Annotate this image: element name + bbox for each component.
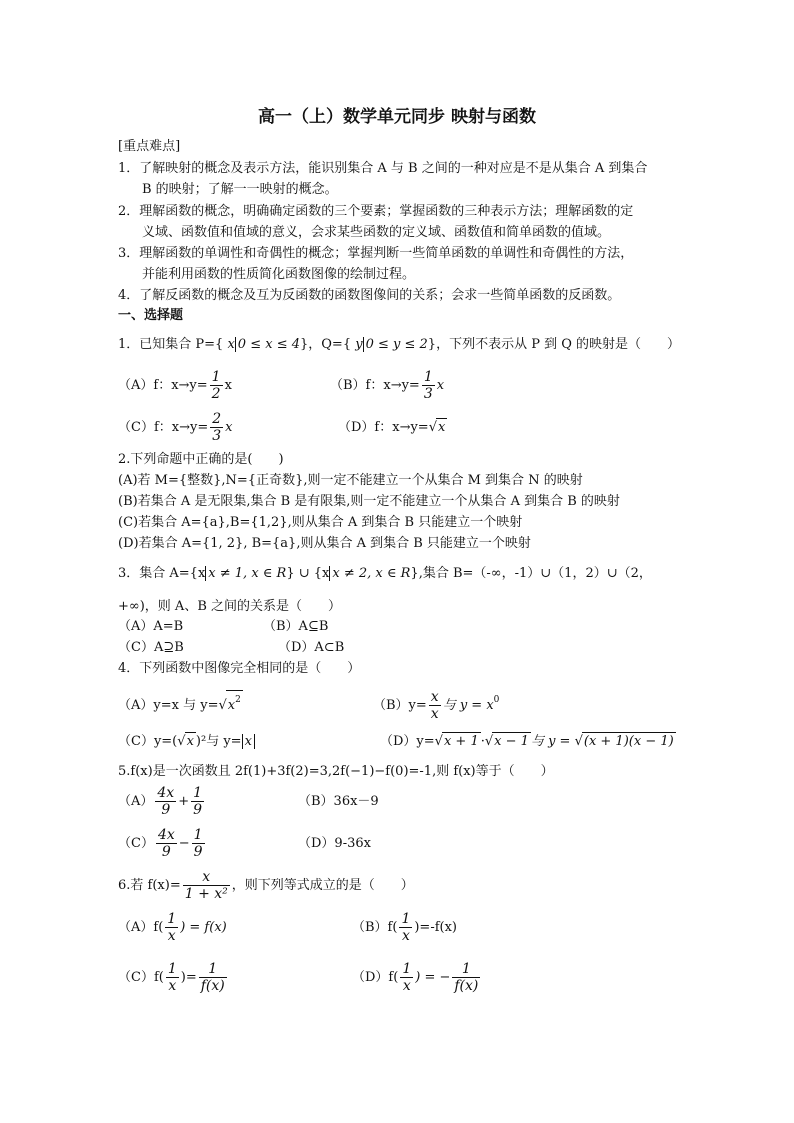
key-point-1-line2: B 的映射；了解一一映射的概念。 xyxy=(142,182,338,197)
key-point-2-line2: 义域、函数值和值域的意义，会求某些函数的定义域、函数值和简单函数的值域。 xyxy=(142,225,611,240)
key-point-1-line1: 1．了解映射的概念及表示方法，能识别集合 A 与 B 之间的一种对应是不是从集合 A 到集合 xyxy=(118,161,648,176)
question-1-option-d: （D）f：x→y=√x xyxy=(338,420,446,435)
question-5-option-b: （B）36x－9 xyxy=(298,794,379,809)
key-point-3-line2: 并能利用函数的性质简化函数图像的绘制过程。 xyxy=(142,267,416,282)
key-point-2-line1: 2．理解函数的概念，明确确定函数的三个要素；掌握函数的三种表示方法；理解函数的定 xyxy=(118,204,634,219)
question-1-stem: 1．已知集合 P={ x 0 ≤ x ≤ 4}，Q={ y 0 ≤ y ≤ 2}，下列不表示从 P 到 Q 的映射是（ ） xyxy=(118,337,681,352)
question-4-option-d: （D）y=√x + 1 ·√x − 1 与 y = √(x + 1)(x − 1) xyxy=(380,734,674,749)
key-point-3-line1: 3．理解函数的单调性和奇偶性的概念；掌握判断一些简单函数的单调性和奇偶性的方法， xyxy=(118,246,634,261)
key-point-4-line1: 4．了解反函数的概念及互为反函数的函数图像间的关系；会求一些简单函数的反函数。 xyxy=(118,288,621,303)
question-5-option-a: （A） $\frac{4x}{9}$ + $\frac{1}{9}$ xyxy=(118,785,203,818)
question-6-option-a: （A）f( $\frac{1}{x}$ ) = f(x) xyxy=(118,911,227,944)
question-2-option-a: (A)若 M={整数},N={正奇数},则一定不能建立一个从集合 M 到集合 N 的映射 xyxy=(118,473,583,488)
question-1-option-a: （A）f：x→y= $\frac{1}{2}$ x xyxy=(118,369,232,402)
question-1-option-b: （B）f：x→y= $\frac{1}{3}$ x xyxy=(330,369,445,402)
page-title: 高一（上）数学单元同步 映射与函数 xyxy=(258,107,536,127)
question-4-option-a: （A）y=x 与 $y=√x^2$ xyxy=(118,690,243,715)
question-5-option-d: （D）9-36x xyxy=(298,836,371,851)
question-1-option-c: （C）f：x→y= $\frac{2}{3}$ x xyxy=(118,411,233,444)
question-2-option-d: (D)若集合 A={1, 2}, B={a},则从集合 A 到集合 B 只能建立一个映射 xyxy=(118,536,531,551)
question-6-option-b: （B）f( $\frac{1}{x}$ )=-f(x) xyxy=(352,911,458,944)
question-3-option-b: （B）A⊆B xyxy=(263,619,329,634)
question-3-option-a: （A）A=B xyxy=(118,619,184,634)
question-2-option-c: (C)若集合 A={a},B={1,2},则从集合 A 到集合 B 只能建立一个映射 xyxy=(118,515,523,530)
question-3-option-c: （C）A⊇B xyxy=(118,640,184,655)
section-heading: 一、选择题 xyxy=(118,308,184,323)
question-2-stem: 2.下列命题中正确的是( ) xyxy=(118,452,284,467)
key-points-heading: [重点难点] xyxy=(118,139,181,154)
question-3-option-d: （D）A⊂B xyxy=(278,640,345,655)
question-4-option-b: （B）y= $\frac{x}{x}$ 与 $y = x^0$ xyxy=(373,689,500,722)
question-3-stem-line2: +∞)，则 A、B 之间的关系是（ ） xyxy=(118,599,341,614)
question-4-stem: 4．下列函数中图像完全相同的是（ ） xyxy=(118,661,361,676)
question-3-stem: 3．集合 A={x x ≠ 1, x ∈ R} ∪ {x x ≠ 2, x ∈ R},集合 B=（-∞，-1）∪（1，2）∪（2， xyxy=(118,566,652,581)
question-5-stem: 5.f(x)是一次函数且 2f(1)+3f(2)=3,2f(−1)−f(0)=-1,则 f(x)等于（ ） xyxy=(118,764,554,779)
question-4-option-c: （C）y=(√x )²与 y= x xyxy=(118,732,255,751)
question-2-option-b: (B)若集合 A 是无限集,集合 B 是有限集,则一定不能建立一个从集合 A 到集合 B 的映射 xyxy=(118,494,620,509)
question-6-option-d: （D）f( $\frac{1}{x}$ ) = − $\frac{1}{f(x)}$ xyxy=(352,961,479,994)
question-5-option-c: （C） $\frac{4x}{9}$ − $\frac{1}{9}$ xyxy=(118,827,203,860)
question-6-option-c: （C）f( $\frac{1}{x}$ )= $\frac{1}{f(x)}$ xyxy=(118,961,225,994)
question-6-stem: 6.若 f(x)= $\frac{x}{\text{1 + x²}}$ ，则下列等式成立的是（ ） xyxy=(118,869,414,902)
